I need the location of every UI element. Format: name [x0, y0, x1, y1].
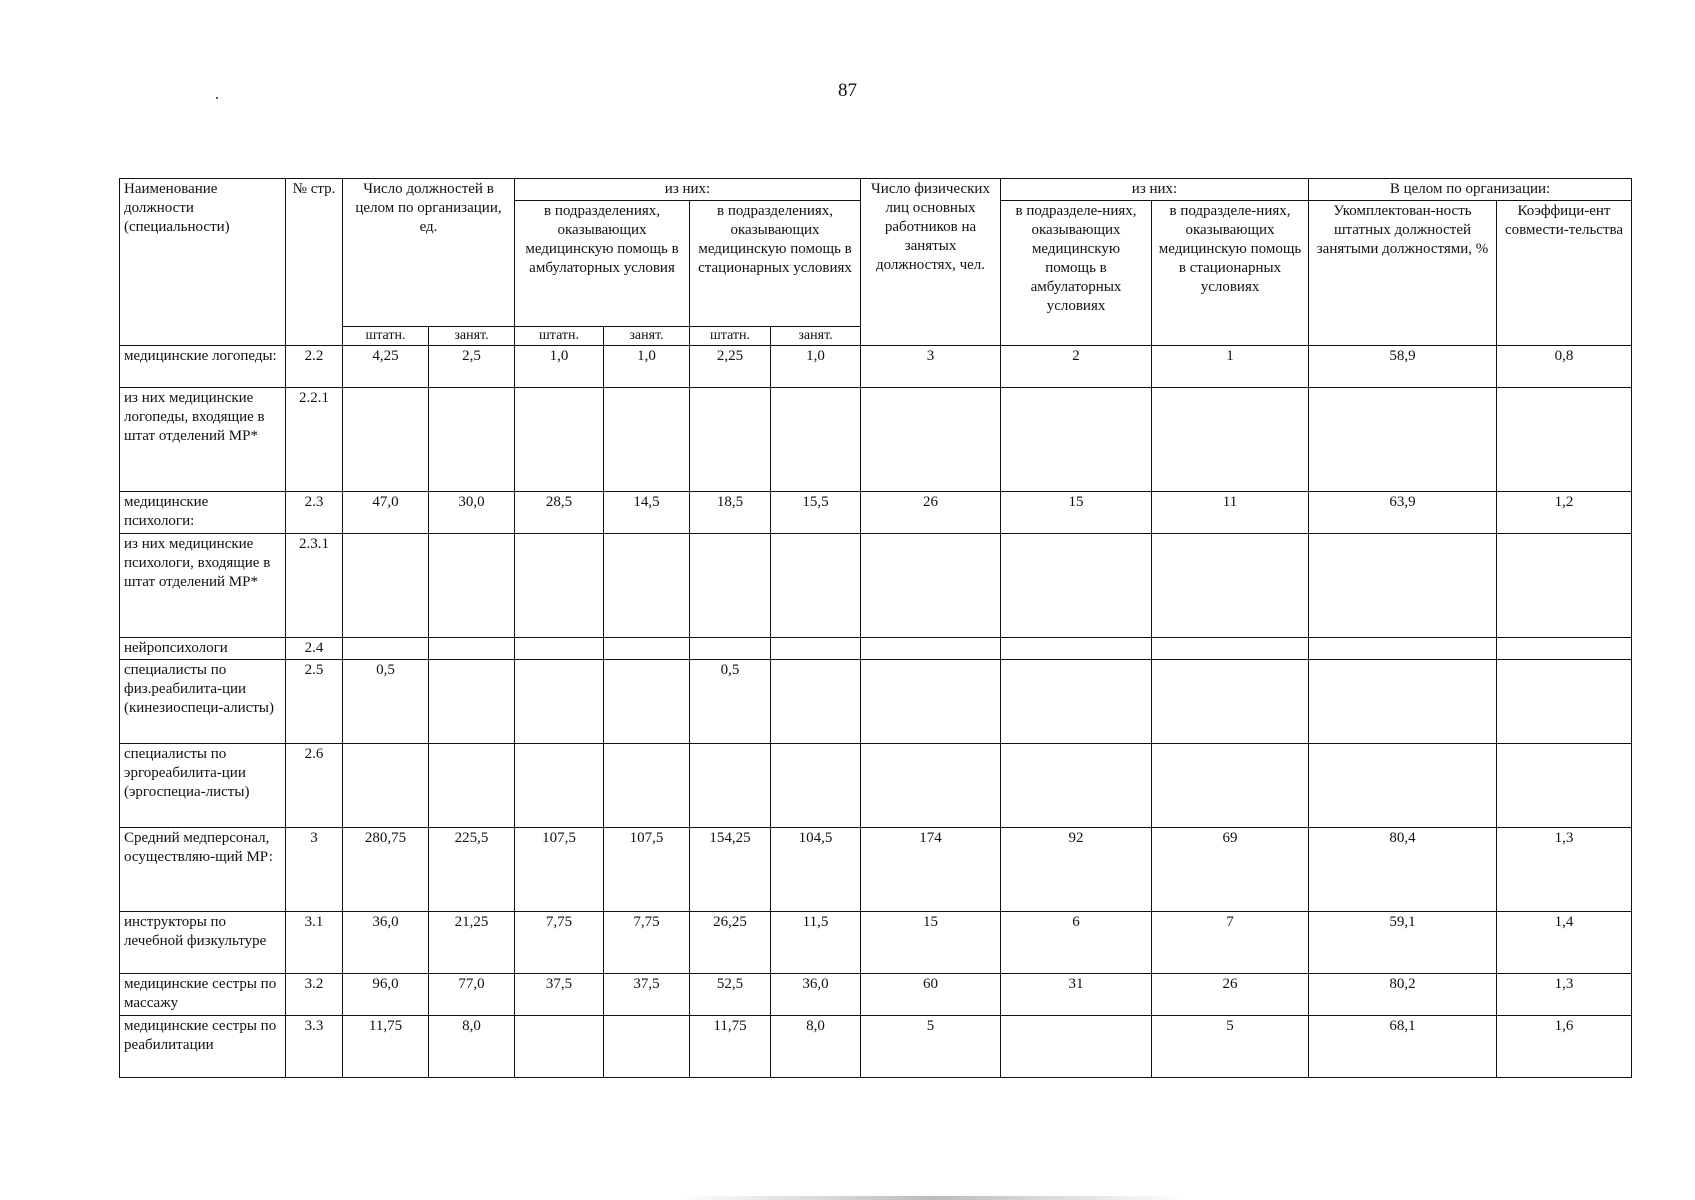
value-cell: 37,5 [515, 974, 604, 1016]
value-cell: 0,5 [343, 660, 429, 744]
value-cell: 7,75 [515, 912, 604, 974]
value-cell: 1,4 [1497, 912, 1632, 974]
value-cell [1309, 660, 1497, 744]
row-number-cell: 3.2 [286, 974, 343, 1016]
value-cell: 6 [1001, 912, 1152, 974]
position-name-cell: нейропсихологи [120, 638, 286, 660]
value-cell [343, 388, 429, 492]
value-cell [429, 534, 515, 638]
header-inpatient-units: в подразделениях, оказывающих медицинскую помощь в стационарных условиях [690, 201, 861, 327]
value-cell: 3 [861, 346, 1001, 388]
value-cell [515, 638, 604, 660]
row-number-cell: 2.3 [286, 492, 343, 534]
position-name-cell: из них медицинские логопеды, входящие в штат отделений МР* [120, 388, 286, 492]
row-number-cell: 2.4 [286, 638, 343, 660]
value-cell [690, 744, 771, 828]
header-stat-occupied: занят. [771, 327, 861, 346]
value-cell: 21,25 [429, 912, 515, 974]
value-cell: 1,3 [1497, 974, 1632, 1016]
value-cell [1152, 534, 1309, 638]
value-cell [1497, 534, 1632, 638]
value-cell [1001, 534, 1152, 638]
value-cell [771, 744, 861, 828]
header-combination-coefficient: Коэффици-ент совмести-тельства [1497, 201, 1632, 346]
table-row [120, 638, 1632, 660]
value-cell [515, 1016, 604, 1078]
value-cell: 2,5 [429, 346, 515, 388]
value-cell: 11,75 [343, 1016, 429, 1078]
value-cell [1497, 660, 1632, 744]
value-cell: 5 [1152, 1016, 1309, 1078]
value-cell [429, 638, 515, 660]
row-number-cell: 2.6 [286, 744, 343, 828]
table-row [120, 346, 1632, 388]
header-org-total: В целом по организации: [1309, 179, 1632, 201]
position-name-cell: специалисты по эргореабилита-ции (эргоспециа-листы) [120, 744, 286, 828]
value-cell: 225,5 [429, 828, 515, 912]
value-cell [1497, 744, 1632, 828]
value-cell: 11,75 [690, 1016, 771, 1078]
value-cell: 1,2 [1497, 492, 1632, 534]
value-cell [861, 534, 1001, 638]
row-number-cell: 3.3 [286, 1016, 343, 1078]
scan-edge [0, 1196, 1695, 1200]
table-row [120, 388, 1632, 492]
value-cell: 80,2 [1309, 974, 1497, 1016]
value-cell: 2 [1001, 346, 1152, 388]
header-staffing-level: Укомплектован-ность штатных должностей занятыми должностями, % [1309, 201, 1497, 346]
value-cell: 1,0 [604, 346, 690, 388]
header-of-them-positions: из них: [515, 179, 861, 201]
table-row [120, 534, 1632, 638]
value-cell [1152, 660, 1309, 744]
value-cell [515, 660, 604, 744]
header-row-number: № стр. [286, 179, 343, 346]
value-cell: 26,25 [690, 912, 771, 974]
value-cell: 80,4 [1309, 828, 1497, 912]
value-cell: 7 [1152, 912, 1309, 974]
value-cell [515, 534, 604, 638]
value-cell: 280,75 [343, 828, 429, 912]
header-ambulatory-units: в подразделениях, оказывающих медицинскую помощь в амбулаторных условия [515, 201, 690, 327]
value-cell [1152, 388, 1309, 492]
value-cell: 30,0 [429, 492, 515, 534]
value-cell: 69 [1152, 828, 1309, 912]
value-cell: 96,0 [343, 974, 429, 1016]
value-cell [429, 388, 515, 492]
value-cell [1001, 744, 1152, 828]
value-cell: 59,1 [1309, 912, 1497, 974]
value-cell [861, 638, 1001, 660]
value-cell: 174 [861, 828, 1001, 912]
value-cell: 107,5 [515, 828, 604, 912]
value-cell: 104,5 [771, 828, 861, 912]
value-cell: 31 [1001, 974, 1152, 1016]
value-cell: 15 [1001, 492, 1152, 534]
position-name-cell: медицинские логопеды: [120, 346, 286, 388]
value-cell [515, 744, 604, 828]
value-cell [604, 660, 690, 744]
row-number-cell: 2.3.1 [286, 534, 343, 638]
value-cell [515, 388, 604, 492]
value-cell [604, 744, 690, 828]
header-amb-staff: штатн. [515, 327, 604, 346]
value-cell: 63,9 [1309, 492, 1497, 534]
position-name-cell: специалисты по физ.реабилита-ции (кинезиоспеци-алисты) [120, 660, 286, 744]
value-cell: 92 [1001, 828, 1152, 912]
table-row [120, 492, 1632, 534]
row-number-cell: 3 [286, 828, 343, 912]
value-cell [1001, 1016, 1152, 1078]
value-cell [1001, 638, 1152, 660]
value-cell: 68,1 [1309, 1016, 1497, 1078]
value-cell: 37,5 [604, 974, 690, 1016]
value-cell [861, 744, 1001, 828]
value-cell [1001, 388, 1152, 492]
header-total-positions: Число должностей в целом по организации, ед. [343, 179, 515, 327]
value-cell: 1,0 [515, 346, 604, 388]
value-cell: 4,25 [343, 346, 429, 388]
value-cell [1497, 638, 1632, 660]
position-name-cell: инструкторы по лечебной физкультуре [120, 912, 286, 974]
row-number-cell: 2.5 [286, 660, 343, 744]
value-cell: 18,5 [690, 492, 771, 534]
value-cell: 1,0 [771, 346, 861, 388]
value-cell: 58,9 [1309, 346, 1497, 388]
value-cell [861, 660, 1001, 744]
position-name-cell: медицинские сестры по реабилитации [120, 1016, 286, 1078]
header-of-them-persons: из них: [1001, 179, 1309, 201]
value-cell [343, 744, 429, 828]
value-cell: 26 [861, 492, 1001, 534]
value-cell: 52,5 [690, 974, 771, 1016]
value-cell: 1,3 [1497, 828, 1632, 912]
value-cell [429, 744, 515, 828]
value-cell: 47,0 [343, 492, 429, 534]
table-body [120, 346, 1632, 1078]
value-cell: 0,8 [1497, 346, 1632, 388]
value-cell: 14,5 [604, 492, 690, 534]
table-row [120, 974, 1632, 1016]
value-cell [1152, 744, 1309, 828]
value-cell [771, 660, 861, 744]
value-cell: 8,0 [429, 1016, 515, 1078]
value-cell: 36,0 [343, 912, 429, 974]
value-cell: 7,75 [604, 912, 690, 974]
value-cell [604, 638, 690, 660]
table-row [120, 660, 1632, 744]
value-cell: 107,5 [604, 828, 690, 912]
value-cell [771, 638, 861, 660]
value-cell: 1,6 [1497, 1016, 1632, 1078]
value-cell [1309, 534, 1497, 638]
value-cell: 1 [1152, 346, 1309, 388]
value-cell: 0,5 [690, 660, 771, 744]
value-cell: 11 [1152, 492, 1309, 534]
value-cell: 77,0 [429, 974, 515, 1016]
value-cell: 26 [1152, 974, 1309, 1016]
value-cell: 5 [861, 1016, 1001, 1078]
value-cell [771, 388, 861, 492]
header-persons-ambulatory: в подразделе-ниях, оказывающих медицинскую помощь в амбулаторных условиях [1001, 201, 1152, 346]
value-cell [1309, 388, 1497, 492]
value-cell: 8,0 [771, 1016, 861, 1078]
position-name-cell: из них медицинские психологи, входящие в штат отделений МР* [120, 534, 286, 638]
value-cell [690, 638, 771, 660]
value-cell [1152, 638, 1309, 660]
value-cell: 15,5 [771, 492, 861, 534]
value-cell [604, 388, 690, 492]
value-cell [604, 534, 690, 638]
value-cell [343, 534, 429, 638]
value-cell: 60 [861, 974, 1001, 1016]
header-total-staff: штатн. [343, 327, 429, 346]
header-position-name: Наименование должности (специальности) [120, 179, 286, 346]
value-cell: 2,25 [690, 346, 771, 388]
value-cell [690, 534, 771, 638]
page-number: 87 [838, 80, 857, 101]
value-cell [1309, 744, 1497, 828]
value-cell: 15 [861, 912, 1001, 974]
staffing-table [119, 178, 1632, 1078]
row-number-cell: 2.2.1 [286, 388, 343, 492]
header-physical-persons: Число физических лиц основных работников на занятых должностях, чел. [861, 179, 1001, 346]
position-name-cell: медицинские сестры по массажу [120, 974, 286, 1016]
value-cell [604, 1016, 690, 1078]
value-cell [343, 638, 429, 660]
position-name-cell: Средний медперсонал, осуществляю-щий МР: [120, 828, 286, 912]
value-cell [861, 388, 1001, 492]
value-cell [1001, 660, 1152, 744]
table-row [120, 912, 1632, 974]
table-row [120, 828, 1632, 912]
position-name-cell: медицинские психологи: [120, 492, 286, 534]
header-total-occupied: занят. [429, 327, 515, 346]
value-cell: 154,25 [690, 828, 771, 912]
row-number-cell: 2.2 [286, 346, 343, 388]
header-stat-staff: штатн. [690, 327, 771, 346]
row-number-cell: 3.1 [286, 912, 343, 974]
value-cell: 11,5 [771, 912, 861, 974]
value-cell [771, 534, 861, 638]
value-cell [1497, 388, 1632, 492]
header-amb-occupied: занят. [604, 327, 690, 346]
value-cell: 36,0 [771, 974, 861, 1016]
header-persons-inpatient: в подразделе-ниях, оказывающих медицинскую помощь в стационарных условиях [1152, 201, 1309, 346]
table-row [120, 1016, 1632, 1078]
table-row [120, 744, 1632, 828]
scan-dot [216, 97, 218, 99]
value-cell: 28,5 [515, 492, 604, 534]
value-cell [1309, 638, 1497, 660]
value-cell [690, 388, 771, 492]
value-cell [429, 660, 515, 744]
